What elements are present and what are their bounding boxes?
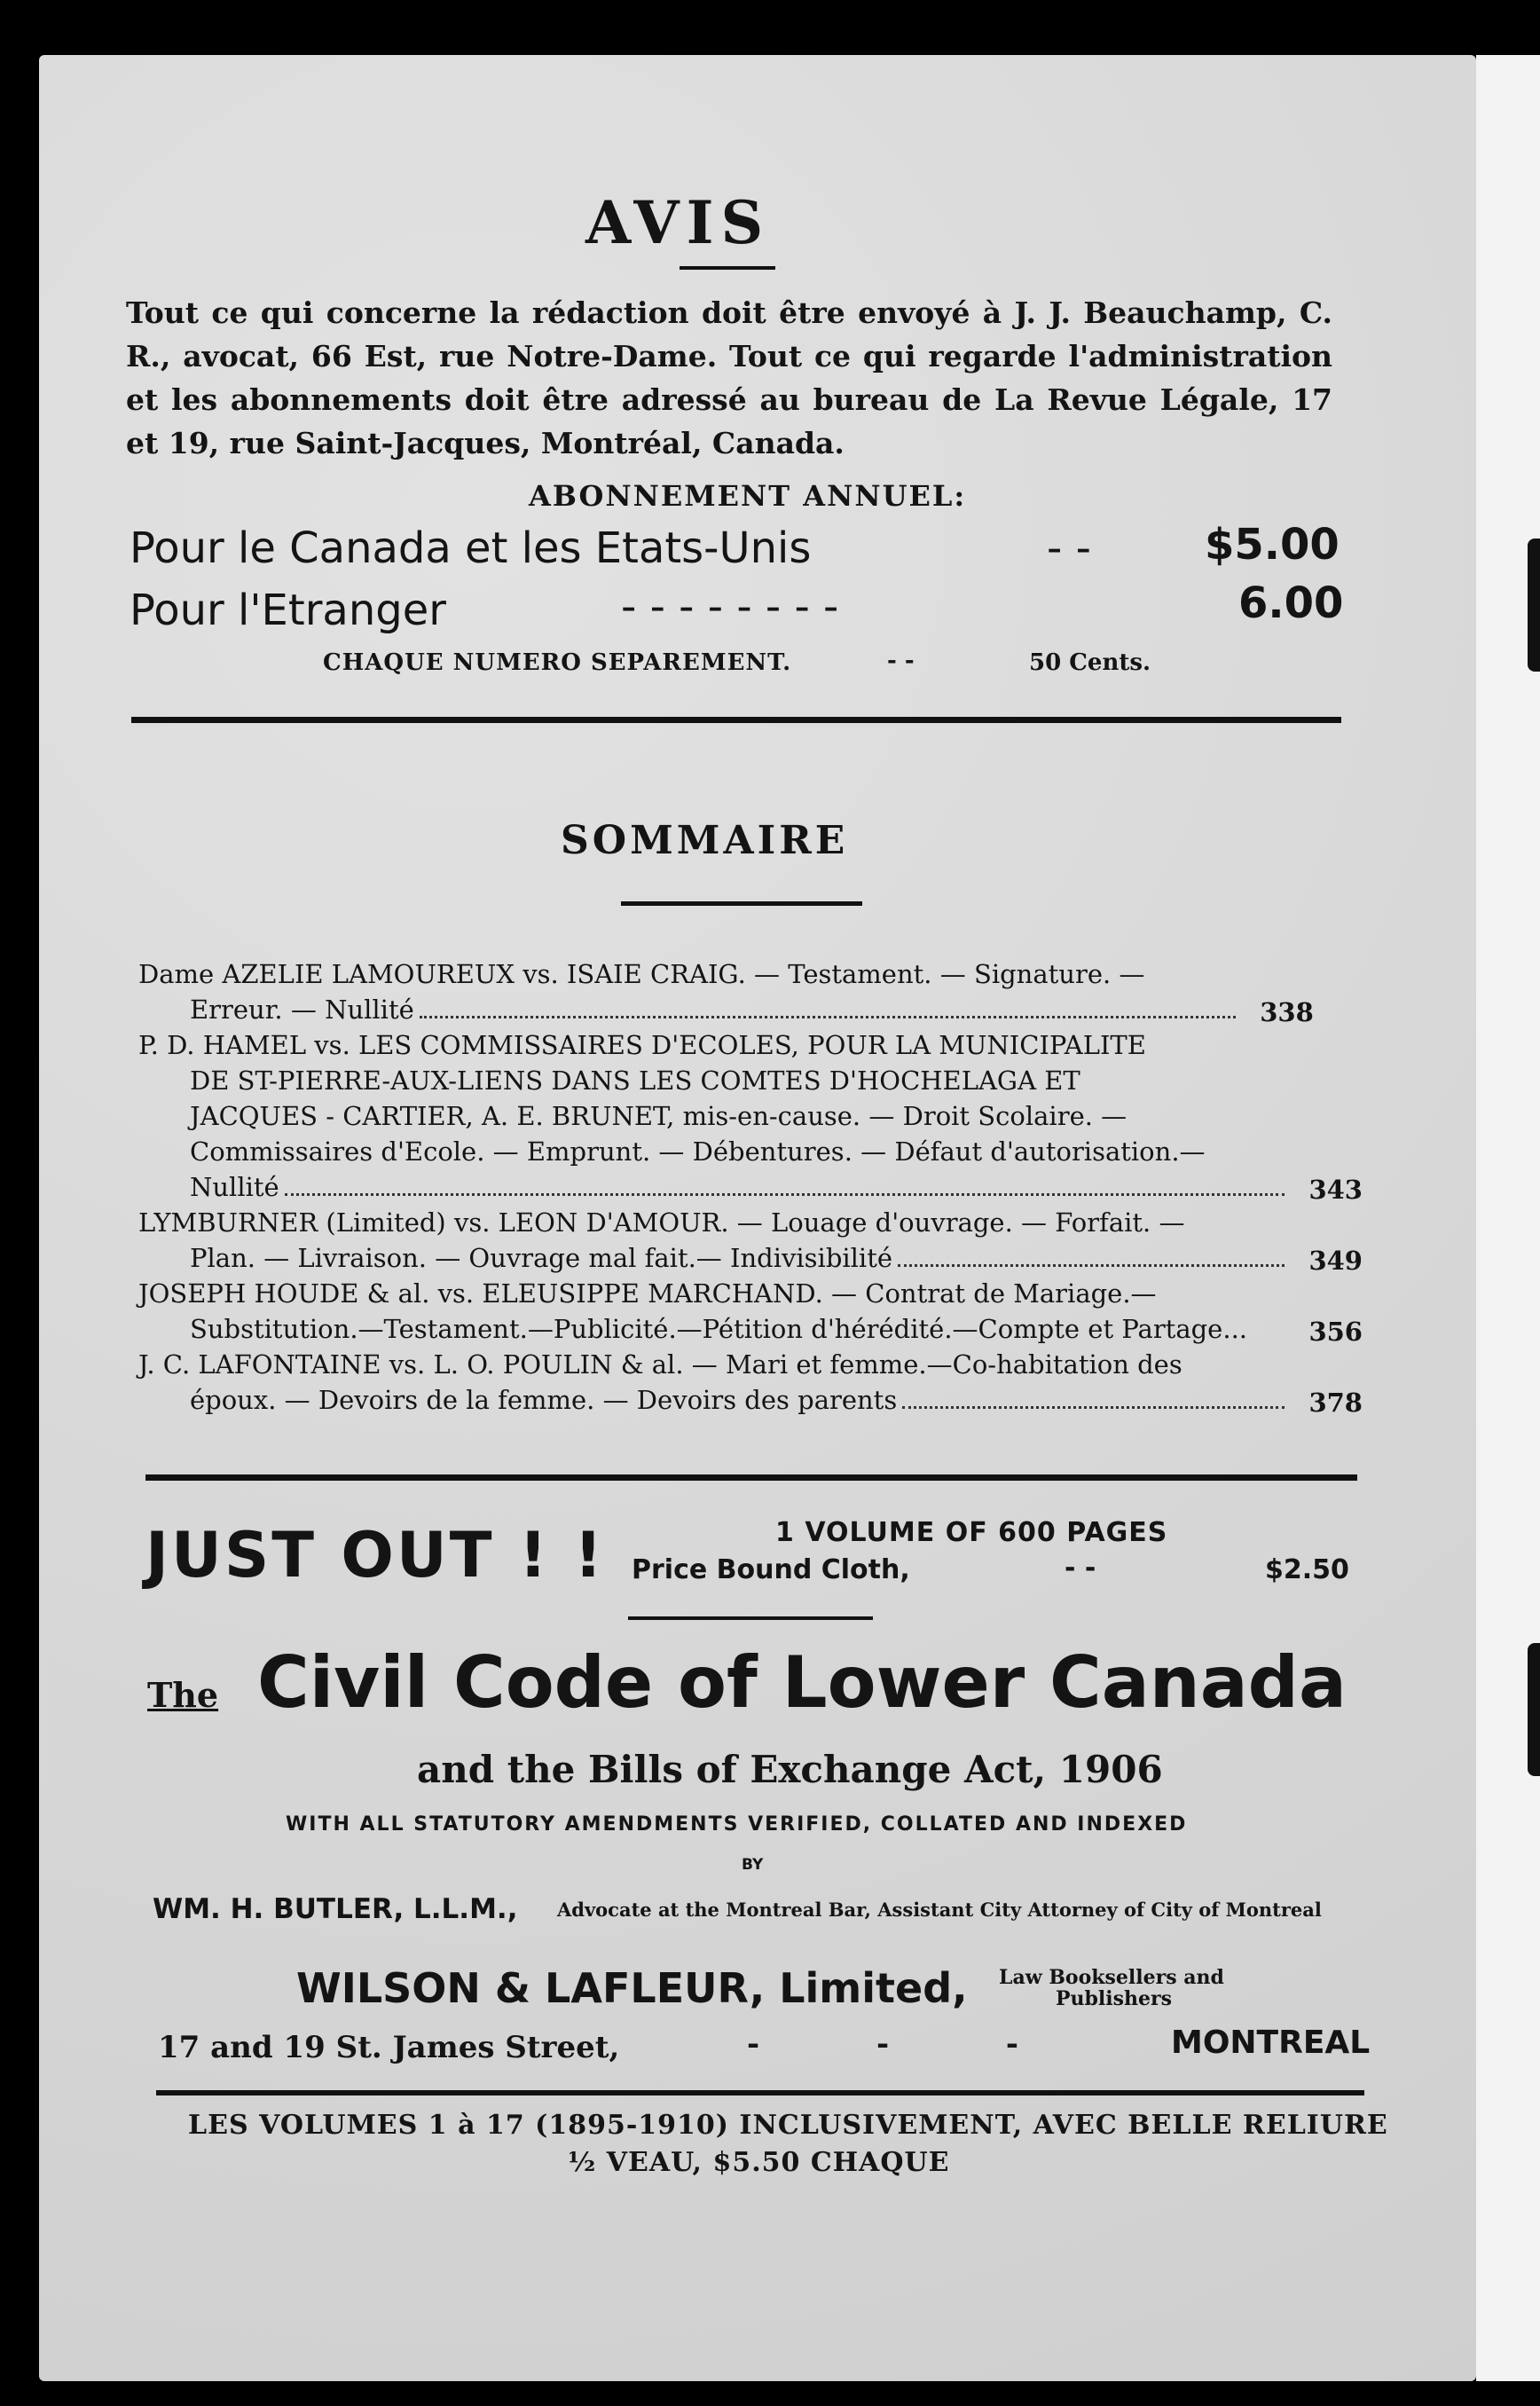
subscription-heading: ABONNEMENT ANNUEL: xyxy=(529,479,967,513)
sommaire-title: SOMMAIRE xyxy=(561,818,849,863)
leader-dots xyxy=(902,1406,1285,1409)
sommaire-underline xyxy=(621,901,862,906)
publisher-name: WILSON & LAFLEUR, Limited, xyxy=(296,1964,968,2012)
leader-dots xyxy=(285,1193,1285,1196)
volume-info: 1 VOLUME OF 600 PAGES xyxy=(775,1517,1168,1548)
section-divider xyxy=(131,717,1341,723)
entry-page: 349 xyxy=(1308,1246,1363,1276)
price-bound-dashes: - - xyxy=(1065,1553,1096,1584)
sommaire-entry xyxy=(138,1276,1363,1347)
footer-line-1: LES VOLUMES 1 à 17 (1895-1910) INCLUSIVEMENT, AVEC BELLE RELIURE xyxy=(188,2110,1388,2141)
single-issue-dashes: - - xyxy=(887,648,915,674)
entry-last-line xyxy=(138,1382,1363,1418)
sommaire-entry xyxy=(138,1027,1363,1205)
avis-title: AVIS xyxy=(585,188,771,257)
avis-paragraph: Tout ce qui concerne la rédaction doit être envoyé à J. J. Beauchamp, C. R., avocat, 66 Est, rue Notre-Dame. Tout ce qui regarde l'administration et les abonnements doit être adressé au bureau de La Revue Légale, 17 et 19, rue Saint-Jacques, Montréal, Canada. xyxy=(126,295,1332,460)
author-name: WM. H. BUTLER, L.L.M., xyxy=(153,1893,518,1925)
entry-line: DE ST-PIERRE-AUX-LIENS DANS LES COMTES D'HOCHELAGA ET xyxy=(190,1065,1080,1096)
avis-underline xyxy=(680,266,775,270)
price-bound-label: Price Bound Cloth, xyxy=(632,1554,910,1585)
entry-last-text: Substitution.—Testament.—Publicité.—Pétition d'hérédité.—Compte et Partage... xyxy=(190,1314,1248,1344)
sommaire-list xyxy=(138,956,1363,1418)
entry-line: Dame AZELIE LAMOUREUX vs. ISAIE CRAIG. — Testament. — Signature. — xyxy=(138,959,1145,989)
single-issue-label: CHAQUE NUMERO SEPAREMENT. xyxy=(323,649,792,676)
entry-last-text: Plan. — Livraison. — Ouvrage mal fait.— Indivisibilité xyxy=(190,1243,893,1273)
publisher-note: Law Booksellers and xyxy=(999,1966,1224,1989)
price-label-canada: Pour le Canada et les Etats-Unis xyxy=(130,523,812,573)
section-divider xyxy=(145,1474,1357,1481)
book-subtitle: and the Bills of Exchange Act, 1906 xyxy=(417,1748,1163,1791)
entry-line: LYMBURNER (Limited) vs. LEON D'AMOUR. — Louage d'ouvrage. — Forfait. — xyxy=(138,1207,1185,1238)
footer-line-2: ½ VEAU, $5.50 CHAQUE xyxy=(568,2147,950,2178)
footer-divider xyxy=(156,2090,1364,2095)
publisher-note: Publishers xyxy=(1056,1987,1172,2010)
entry-line: J. C. LAFONTAINE vs. L. O. POULIN & al. — Mari et femme.—Co-habitation des xyxy=(138,1349,1182,1380)
address-dashes: - - - xyxy=(747,2026,1072,2062)
price-canada: $5.00 xyxy=(1205,520,1340,570)
leader-dots xyxy=(898,1264,1285,1267)
sommaire-entry xyxy=(138,1347,1363,1418)
entry-line: JOSEPH HOUDE & al. vs. ELEUSIPPE MARCHAND. — Contrat de Mariage.— xyxy=(138,1278,1157,1309)
book-title: Civil Code of Lower Canada xyxy=(257,1641,1347,1724)
edge-notch xyxy=(1528,1643,1540,1776)
entry-page: 378 xyxy=(1308,1388,1363,1418)
price-bound: $2.50 xyxy=(1265,1554,1349,1585)
price-dashes-canada: - - xyxy=(1047,523,1091,573)
single-issue-price: 50 Cents. xyxy=(1029,649,1151,676)
amendments-note: WITH ALL STATUTORY AMENDMENTS VERIFIED, COLLATED AND INDEXED xyxy=(286,1813,1188,1836)
entry-line: JACQUES - CARTIER, A. E. BRUNET, mis-en-cause. — Droit Scolaire. — xyxy=(190,1101,1128,1131)
entry-last-line xyxy=(138,992,1363,1027)
advert-underline xyxy=(628,1616,873,1620)
entry-page: 343 xyxy=(1308,1175,1363,1205)
author-description: Advocate at the Montreal Bar, Assistant City Attorney of City of Montreal xyxy=(557,1899,1322,1921)
page-edge xyxy=(1476,55,1540,2381)
entry-last-text: époux. — Devoirs de la femme. — Devoirs des parents xyxy=(190,1385,898,1415)
by-label: BY xyxy=(742,1856,764,1874)
book-the: The xyxy=(147,1675,219,1715)
entry-line: Commissaires d'Ecole. — Emprunt. — Débentures. — Défaut d'autorisation.— xyxy=(190,1136,1206,1167)
entry-page: 356 xyxy=(1308,1317,1363,1347)
price-label-etranger: Pour l'Etranger xyxy=(130,586,446,635)
just-out-heading: JUST OUT ! ! xyxy=(145,1519,606,1592)
entry-last-line xyxy=(138,1240,1363,1276)
entry-last-line xyxy=(138,1311,1363,1347)
price-dashes-etranger: - - - - - - - - xyxy=(621,582,839,632)
entry-page: 338 xyxy=(1260,997,1314,1027)
publisher-address: 17 and 19 St. James Street, xyxy=(158,2030,620,2065)
entry-last-text: Nullité xyxy=(190,1172,279,1202)
entry-last-line xyxy=(138,1169,1363,1205)
entry-line: P. D. HAMEL vs. LES COMMISSAIRES D'ECOLES, POUR LA MUNICIPALITE xyxy=(138,1030,1146,1060)
entry-last-text: Erreur. — Nullité xyxy=(190,995,414,1025)
sommaire-entry xyxy=(138,1205,1363,1276)
leader-dots xyxy=(420,1016,1236,1018)
publisher-city: MONTREAL xyxy=(1171,2025,1371,2061)
sommaire-entry xyxy=(138,956,1363,1027)
edge-notch xyxy=(1528,539,1540,672)
price-etranger: 6.00 xyxy=(1238,578,1344,628)
